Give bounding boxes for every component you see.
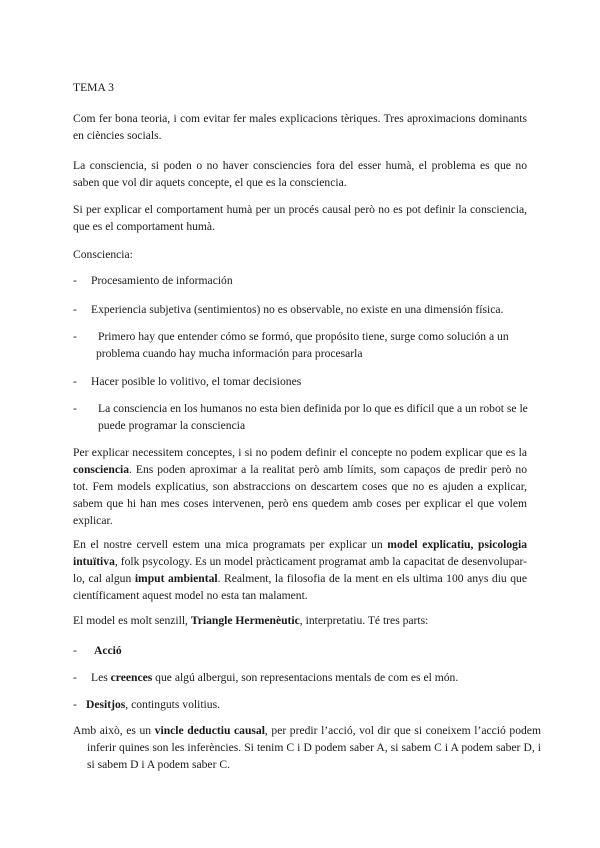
list-item: [73, 301, 545, 318]
bold-term: Triangle Hermenèutic: [190, 614, 300, 627]
list-item: [73, 328, 550, 362]
conceptes-paragraph: [73, 444, 527, 529]
text-run: En el nostre cervell estem una mica programats per explicar un: [73, 538, 388, 551]
text-run: . Ens poden aproximar a la realitat però amb límits, som capaços de predir però no tot. Fem models explicatius, son abstraccions on descartem coses que no es ajuden a explicar, sabem que hi han mes coses intervenen, però ens quedem amb coses per explicar el que volem explicar.: [73, 463, 527, 527]
text-run: , per predir l’acció, vol dir que si coneixem l’acció podem inferir quines son les inferències. Si tenim C i D podem saber A, si sabem C i A podem saber D, i si sabem D i A podem saber C.: [87, 724, 541, 771]
bold-term: creences: [110, 671, 153, 684]
text-run: , interpretatiu. Té tres parts:: [299, 614, 429, 627]
list-bullet: -: [73, 402, 77, 415]
bold-term: imput ambiental: [134, 572, 218, 585]
bold-term: Acció: [94, 644, 122, 657]
text-run: , folk psycology. Es un model pràcticament programat amb la capacitat de desenvolupar-lo, cal algun: [73, 555, 527, 585]
text-run: Per explicar necessitem conceptes, i si no podem definir el concepte no podem explicar que es la: [73, 446, 527, 459]
intro-paragraph: Com fer bona teoria, i com evitar fer males explicacions tèriques. Tres aproximacions dominants en ciències socials.: [73, 112, 527, 142]
list-bullet: -: [73, 375, 77, 388]
list-item-text: Hacer posible lo volitivo, el tomar decisiones: [91, 375, 302, 388]
vincle-paragraph: [73, 722, 541, 773]
page-title: TEMA 3: [73, 81, 114, 94]
list-bullet: -: [73, 644, 77, 657]
bold-term: vincle deductiu causal: [154, 724, 265, 737]
triangle-paragraph: [73, 612, 527, 629]
bold-term: model explicatiu, psicologia intuïtiva: [73, 538, 527, 568]
text-run: . Realment, la filosofia de la ment en els ultima 100 anys diu que científicament aquest model no esta tan malament.: [73, 572, 527, 602]
list-item: [73, 272, 545, 289]
text-run: que algú albergui, son representacions mentals de com es el món.: [152, 671, 459, 684]
text-run: , continguts volitius.: [125, 698, 220, 711]
text-run: Les: [91, 671, 111, 684]
part-item-accio: [73, 642, 545, 659]
list-bullet: -: [73, 303, 77, 316]
text-run: El model es molt senzill,: [73, 614, 191, 627]
list-bullet: -: [73, 698, 77, 711]
model-explicatiu-paragraph: [73, 536, 527, 604]
text-run: Amb això, es un: [73, 724, 155, 737]
part-item-creences: [73, 669, 545, 686]
list-item-text: La consciencia en los humanos no esta bien definida por lo que es difícil que a un robot se le puede programar la consciencia: [98, 402, 528, 432]
list-item: [73, 373, 545, 390]
list-bullet: -: [73, 671, 77, 684]
bold-term: Desitjos: [86, 698, 126, 711]
comportament-paragraph: Si per explicar el comportament humà per un procés causal però no es pot definir la consciencia, que es el comportament humà.: [73, 203, 527, 233]
bold-term: consciencia: [73, 463, 130, 476]
list-item-text: Primero hay que entender cómo se formó, que propósito tiene, surge como solución a un problema cuando hay mucha información para procesarla: [96, 330, 509, 360]
consciencia-paragraph: La consciencia, si poden o no haver consciencies fora del esser humà, el problema es que no saben que vol dir aquets concepte, el que es la consciencia.: [73, 159, 527, 189]
list-bullet: -: [73, 330, 77, 343]
part-item-desitjos: [73, 696, 540, 713]
list-item-text: Procesamiento de información: [91, 274, 233, 287]
consciencia-heading: Consciencia:: [73, 248, 133, 261]
list-item-text: Experiencia subjetiva (sentimientos) no es observable, no existe en una dimensión física.: [91, 303, 504, 316]
list-item: [73, 400, 552, 434]
list-bullet: -: [73, 274, 77, 287]
